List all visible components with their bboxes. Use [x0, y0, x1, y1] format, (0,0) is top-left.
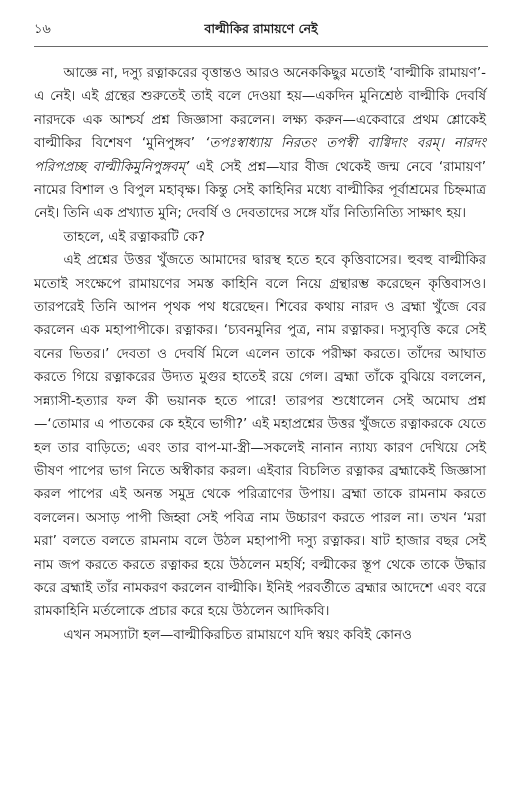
intro-text-before-quote: আজ্ঞে না, দস্যু রত্নাকরের বৃত্তান্তও আরও অনেককিছুর মতোই ‘বাল্মীকি রামায়ণ’-এ নেই। এই গ্রন্থের শুরুতেই তাই বলে দেওয়া হয়—একদিন মুনিশ্রেষ্ঠ বাল্মীকি দেবর্ষি নারদকে এক আশ্চর্য প্রশ্ন জিজ্ঞাসা করলেন। লক্ষ্য করুন—একেবারে প্রথম শ্লোকেই বাল্মীকির বিশেষণ ‘মুনিপুঙ্গব’ — [34, 66, 486, 152]
sanskrit-shloka-quote: ‘তপঃস্বাধ্যায় নিরতং তপস্বী বাগ্বিদাং বরম্‌। নারদং পরিপপ্রচ্ছ বাল্মীকিমুনিপুঙ্গবম্‌’ — [34, 136, 486, 175]
page-header — [34, 20, 488, 42]
intro-text-after-quote: এই সেই প্রশ্ন—যার বীজ থেকেই জন্ম নেবে ‘রামায়ণ’ নামের বিশাল ও বিপুল মহাবৃক্ষ। কিন্তু সেই কাহিনির মধ্যে বাল্মীকির পূর্বাশ্রমের চিহ্নমাত্র নেই। তিনি এক প্রখ্যাত মুনি; দেবর্ষি ও দেবতাদের সঙ্গে যাঁর নিত্যিনিত্যি সাক্ষাৎ হয়। — [34, 159, 487, 222]
header-divider — [34, 46, 488, 47]
page-body — [34, 62, 486, 647]
paragraph-closing: এখন সমস্যাটা হল—বাল্মীকিরচিত রামায়ণে যদি স্বয়ং কবিই কোনও — [63, 627, 412, 643]
paragraph-question: তাহলে, এই রত্নাকরটি কে? — [63, 229, 205, 245]
paragraph-intro — [34, 62, 486, 226]
page-number: ১৬ — [34, 22, 51, 37]
paragraph-krittibas-story: এই প্রশ্নের উত্তর খুঁজতে আমাদের দ্বারস্থ হতে হবে কৃত্তিবাসের। হুবহু বাল্মীকির মতোই সংক্ষেপে রামায়ণের সমস্ত কাহিনি বলে নিয়ে গ্রন্থারম্ভ করেছেন কৃত্তিবাসও। তারপরেই তিনি আপন পৃথক পথ ধরেছেন। শিবের কথায় নারদ ও ব্রহ্মা খুঁজে বের করলেন এক মহাপাপীকে। রত্নাকর। ‘চ্যবনমুনির পুত্র, নাম রত্নাকর। দস্যুবৃত্তি করে সেই বনের ভিতর।’ দেবতা ও দেবর্ষি মিলে এলেন তাকে পরীক্ষা করতে। তাঁদের আঘাত করতে গিয়ে রত্নাকরের উদ্যত মুগুর হাতেই রয়ে গেল। ব্রহ্মা তাঁকে বুঝিয়ে বললেন, সন্ন্যাসী-হত্যার ফল কী ভয়ানক হতে পারে! তারপর শুধোলেন সেই অমোঘ প্রশ্ন—‘তোমার এ পাতকের কে হইবে ভাগী?’ এই মহাপ্রশ্নের উত্তর খুঁজতে রত্নাকরকে যেতে হল তার বাড়িতে; এবং তার বাপ-মা-স্ত্রী—সকলেই নানান ন্যায্য কারণ দেখিয়ে সেই ভীষণ পাপের ভাগ নিতে অস্বীকার করল। এইবার বিচলিত রত্নাকর ব্রহ্মাকেই জিজ্ঞাসা করল পাপের এই অনন্ত সমুদ্র থেকে পরিত্রাণের উপায়। ব্রহ্মা তাকে রামনাম করতে বললেন। অসাড় পাপী জিহ্বা সেই পবিত্র নাম উচ্চারণ করতে পারল না। তখন ‘মরা মরা’ বলতে বলতে রামনাম বলে উঠল মহাপাপী দস্যু রত্নাকর। ষাট হাজার বছর সেই নাম জপ করতে করতে রত্নাকর হয়ে উঠলেন মহর্ষি; বল্মীকের স্তূপ থেকে তাকে উদ্ধার করে ব্রহ্মাই তাঁর নামকরণ করলেন বাল্মীকি। ইনিই পরবর্তীতে ব্রহ্মার আদেশে এবং বরে রামকাহিনি মর্তলোকে প্রচার করে হয়ে উঠলেন আদিকবি। — [34, 253, 486, 620]
running-title: বাল্মীকির রামায়ণে নেই — [204, 21, 318, 36]
